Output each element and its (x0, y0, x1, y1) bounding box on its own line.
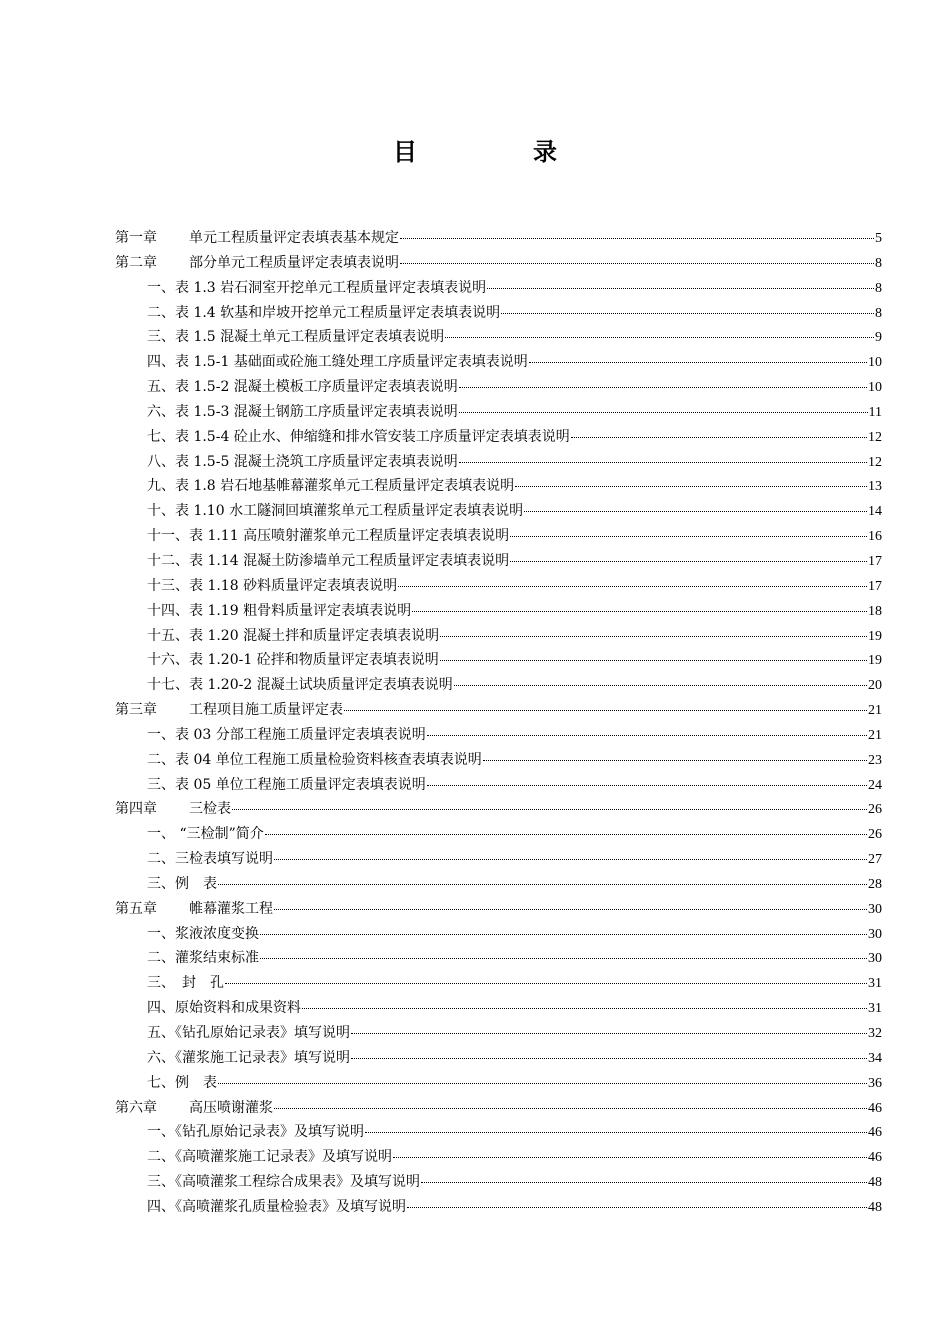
toc-page-number: 21 (868, 703, 882, 719)
toc-entry[interactable] (115, 375, 882, 400)
toc-dot-leader (445, 337, 874, 338)
toc-page-number: 12 (868, 429, 882, 445)
toc-entry-title: 高压喷谢灌浆 (189, 1099, 273, 1116)
toc-entry[interactable] (115, 1021, 882, 1046)
toc-entry[interactable] (115, 499, 882, 524)
toc-entry-title: 三、例 表 (147, 875, 217, 892)
toc-entry-title: 六、表 1.5-3 混凝土钢筋工序质量评定表填表说明 (147, 403, 458, 420)
toc-chapter-number: 第一章 (115, 230, 157, 246)
toc-page-number: 36 (868, 1075, 882, 1091)
toc-entry-title: 单元工程质量评定表填表基本规定 (189, 230, 399, 246)
toc-dot-leader (524, 511, 867, 512)
toc-entry[interactable] (115, 773, 882, 798)
toc-dot-leader (344, 710, 867, 711)
toc-page-number: 48 (868, 1199, 882, 1215)
toc-entry[interactable] (115, 350, 882, 375)
toc-dot-leader (459, 412, 868, 413)
toc-entry[interactable] (115, 872, 882, 897)
toc-entry[interactable] (115, 822, 882, 847)
toc-page-number: 17 (868, 553, 882, 569)
toc-entry[interactable] (115, 276, 882, 301)
toc-entry[interactable] (115, 797, 882, 822)
toc-entry-title: 一、表 03 分部工程施工质量评定表填表说明 (147, 726, 426, 743)
toc-entry[interactable] (115, 1195, 882, 1220)
toc-dot-leader (351, 1033, 867, 1034)
toc-page-number: 10 (868, 355, 882, 371)
toc-entry-title: 十四、表 1.19 粗骨料质量评定表填表说明 (147, 602, 412, 619)
toc-dot-leader (483, 760, 867, 761)
toc-entry-title: 二、《高喷灌浆施工记录表》及填写说明 (147, 1149, 392, 1166)
toc-entry-title: 二、灌浆结束标准 (147, 950, 259, 967)
toc-page-number: 17 (868, 578, 882, 594)
toc-entry-title: 四、表 1.5-1 基础面或砼施工缝处理工序质量评定表填表说明 (147, 354, 528, 371)
toc-dot-leader (400, 263, 874, 264)
toc-entry-title: 十、表 1.10 水工隧洞回填灌浆单元工程质量评定表填表说明 (147, 503, 524, 520)
toc-entry-title: 十七、表 1.20-2 混凝土试块质量评定表填表说明 (147, 677, 453, 694)
toc-dot-leader (459, 462, 867, 463)
toc-entry-title: 二、三检表填写说明 (147, 851, 273, 868)
toc-dot-leader (454, 685, 867, 686)
toc-entry-title: 二、表 1.4 软基和岸坡开挖单元工程质量评定表填表说明 (147, 304, 501, 321)
toc-entry-title: 三检表 (189, 801, 231, 818)
toc-entry-title: 三、表 05 单位工程施工质量评定表填表说明 (147, 776, 426, 793)
toc-dot-leader (421, 1182, 867, 1183)
toc-entry-title: 五、《钻孔原始记录表》填写说明 (147, 1025, 350, 1041)
toc-dot-leader (515, 486, 867, 487)
toc-page-number: 18 (868, 603, 882, 619)
toc-entry[interactable] (115, 847, 882, 872)
toc-entry[interactable] (115, 1120, 882, 1145)
toc-entry[interactable] (115, 723, 882, 748)
toc-entry[interactable] (115, 450, 882, 475)
toc-page-number: 23 (868, 752, 882, 768)
toc-entry[interactable] (115, 698, 882, 723)
toc-dot-leader (412, 611, 867, 612)
toc-entry[interactable] (115, 400, 882, 425)
toc-entry[interactable] (115, 1145, 882, 1170)
toc-entry[interactable] (115, 897, 882, 922)
toc-dot-leader (218, 1083, 867, 1084)
toc-dot-leader (510, 561, 867, 562)
toc-dot-leader (302, 1008, 867, 1009)
toc-page-number: 16 (868, 529, 882, 545)
toc-page-number: 48 (868, 1175, 882, 1191)
toc-entry[interactable] (115, 1046, 882, 1071)
toc-dot-leader (407, 1207, 867, 1208)
toc-dot-leader (260, 958, 867, 959)
toc-page-number: 14 (868, 504, 882, 520)
toc-page-number: 12 (868, 454, 882, 470)
toc-entry[interactable] (115, 599, 882, 624)
toc-entry-title: 十三、表 1.18 砂料质量评定表填表说明 (147, 577, 398, 594)
toc-page-number: 30 (868, 951, 882, 967)
toc-entry[interactable] (115, 474, 882, 499)
toc-dot-leader (398, 586, 867, 587)
toc-chapter-number: 第六章 (115, 1099, 157, 1116)
toc-entry[interactable] (115, 251, 882, 276)
toc-entry-title: 六、《灌浆施工记录表》填写说明 (147, 1049, 350, 1066)
toc-dot-leader (440, 636, 867, 637)
toc-dot-leader (427, 785, 867, 786)
toc-entry[interactable] (115, 624, 882, 649)
toc-dot-leader (265, 834, 867, 835)
page-title: 目 录 (393, 137, 603, 166)
toc-entry-title: 十一、表 1.11 高压喷射灌浆单元工程质量评定表填表说明 (147, 528, 510, 545)
toc-page-number: 28 (868, 876, 882, 892)
toc-page-number: 27 (868, 852, 882, 868)
toc-page-number: 31 (868, 976, 882, 992)
toc-entry-title: 一、表 1.3 岩石洞室开挖单元工程质量评定表填表说明 (147, 279, 487, 296)
toc-dot-leader (232, 809, 867, 810)
toc-entry-title: 七、例 表 (147, 1074, 217, 1091)
toc-entry[interactable] (115, 301, 882, 326)
toc-entry-title: 一、《钻孔原始记录表》及填写说明 (147, 1124, 364, 1141)
toc-entry-title: 部分单元工程质量评定表填表说明 (189, 254, 399, 271)
table-of-contents (115, 226, 882, 1220)
toc-entry[interactable] (115, 673, 882, 698)
toc-page-number: 26 (868, 802, 882, 818)
toc-dot-leader (393, 1157, 867, 1158)
toc-entry-title: 三、 封 孔 (147, 975, 224, 992)
toc-entry-title: 三、表 1.5 混凝土单元工程质量评定表填表说明 (147, 329, 445, 346)
toc-entry[interactable] (115, 549, 882, 574)
toc-entry-title: 七、表 1.5-4 砼止水、伸缩缝和排水管安装工序质量评定表填表说明 (147, 428, 570, 445)
toc-entry-title: 四、原始资料和成果资料 (147, 1000, 301, 1017)
toc-chapter-number: 第三章 (115, 702, 157, 719)
toc-entry[interactable] (115, 524, 882, 549)
toc-dot-leader (274, 1108, 867, 1109)
toc-dot-leader (529, 362, 867, 363)
toc-dot-leader (510, 536, 867, 537)
toc-entry[interactable] (115, 1170, 882, 1195)
toc-page-number: 46 (868, 1100, 882, 1116)
toc-entry[interactable] (115, 1096, 882, 1121)
toc-entry-title: 四、《高喷灌浆孔质量检验表》及填写说明 (147, 1198, 406, 1215)
toc-page-number: 8 (875, 280, 882, 296)
toc-entry[interactable] (115, 648, 882, 673)
toc-entry-title: 十五、表 1.20 混凝土拌和质量评定表填表说明 (147, 627, 440, 644)
toc-dot-leader (351, 1058, 867, 1059)
toc-chapter-number: 第二章 (115, 254, 157, 271)
toc-page-number: 20 (868, 678, 882, 694)
toc-entry-title: 五、表 1.5-2 混凝土模板工序质量评定表填表说明 (147, 379, 458, 396)
toc-dot-leader (440, 660, 867, 661)
toc-page-number: 8 (875, 305, 882, 321)
toc-entry-title: 工程项目施工质量评定表 (189, 702, 343, 719)
toc-page-number: 26 (868, 827, 882, 843)
toc-entry-title: 十二、表 1.14 混凝土防渗墙单元工程质量评定表填表说明 (147, 552, 510, 569)
toc-entry[interactable] (115, 425, 882, 450)
toc-page-number: 10 (868, 380, 882, 396)
toc-entry[interactable] (115, 946, 882, 971)
toc-page-number: 30 (868, 926, 882, 942)
toc-entry[interactable] (115, 996, 882, 1021)
toc-page-number: 11 (868, 404, 882, 420)
toc-dot-leader (225, 983, 867, 984)
toc-entry-title: 十六、表 1.20-1 砼拌和物质量评定表填表说明 (147, 652, 439, 669)
toc-entry-title: 二、表 04 单位工程施工质量检验资料核查表填表说明 (147, 751, 482, 768)
toc-dot-leader (274, 909, 867, 910)
toc-page-number: 19 (868, 653, 882, 669)
toc-dot-leader (487, 288, 874, 289)
toc-entry-title: 九、表 1.8 岩石地基帷幕灌浆单元工程质量评定表填表说明 (147, 478, 515, 495)
toc-chapter-number: 第四章 (115, 801, 157, 818)
toc-dot-leader (427, 735, 867, 736)
toc-page-number: 19 (868, 628, 882, 644)
toc-page-number: 8 (875, 255, 882, 271)
toc-entry-title: 一、 “三检制”简介 (147, 826, 264, 843)
toc-entry-title: 一、浆液浓度变换 (147, 925, 259, 942)
toc-entry[interactable] (115, 971, 882, 996)
toc-entry-title: 八、表 1.5-5 混凝土浇筑工序质量评定表填表说明 (147, 453, 458, 470)
toc-dot-leader (274, 859, 867, 860)
toc-entry[interactable] (115, 325, 882, 350)
toc-entry[interactable] (115, 1071, 882, 1096)
toc-page-number: 9 (875, 330, 882, 346)
toc-page-number: 46 (868, 1150, 882, 1166)
toc-entry[interactable] (115, 748, 882, 773)
toc-dot-leader (218, 884, 867, 885)
toc-page-number: 46 (868, 1125, 882, 1141)
toc-page-number: 32 (868, 1026, 882, 1041)
toc-entry[interactable] (115, 574, 882, 599)
toc-chapter-number: 第五章 (115, 900, 157, 917)
toc-entry-title: 三、《高喷灌浆工程综合成果表》及填写说明 (147, 1174, 420, 1191)
toc-page-number: 24 (868, 777, 882, 793)
toc-entry-title: 帷幕灌浆工程 (189, 900, 273, 917)
toc-entry[interactable] (115, 226, 882, 251)
toc-dot-leader (459, 387, 867, 388)
toc-page-number: 5 (875, 231, 882, 246)
toc-entry[interactable] (115, 922, 882, 947)
toc-page-number: 34 (868, 1050, 882, 1066)
toc-dot-leader (571, 437, 867, 438)
toc-page-number: 31 (868, 1001, 882, 1017)
toc-page-number: 13 (868, 479, 882, 495)
toc-dot-leader (365, 1132, 867, 1133)
toc-page-number: 30 (868, 901, 882, 917)
toc-dot-leader (260, 934, 867, 935)
toc-dot-leader (400, 238, 874, 239)
toc-page-number: 21 (868, 727, 882, 743)
toc-dot-leader (501, 313, 874, 314)
